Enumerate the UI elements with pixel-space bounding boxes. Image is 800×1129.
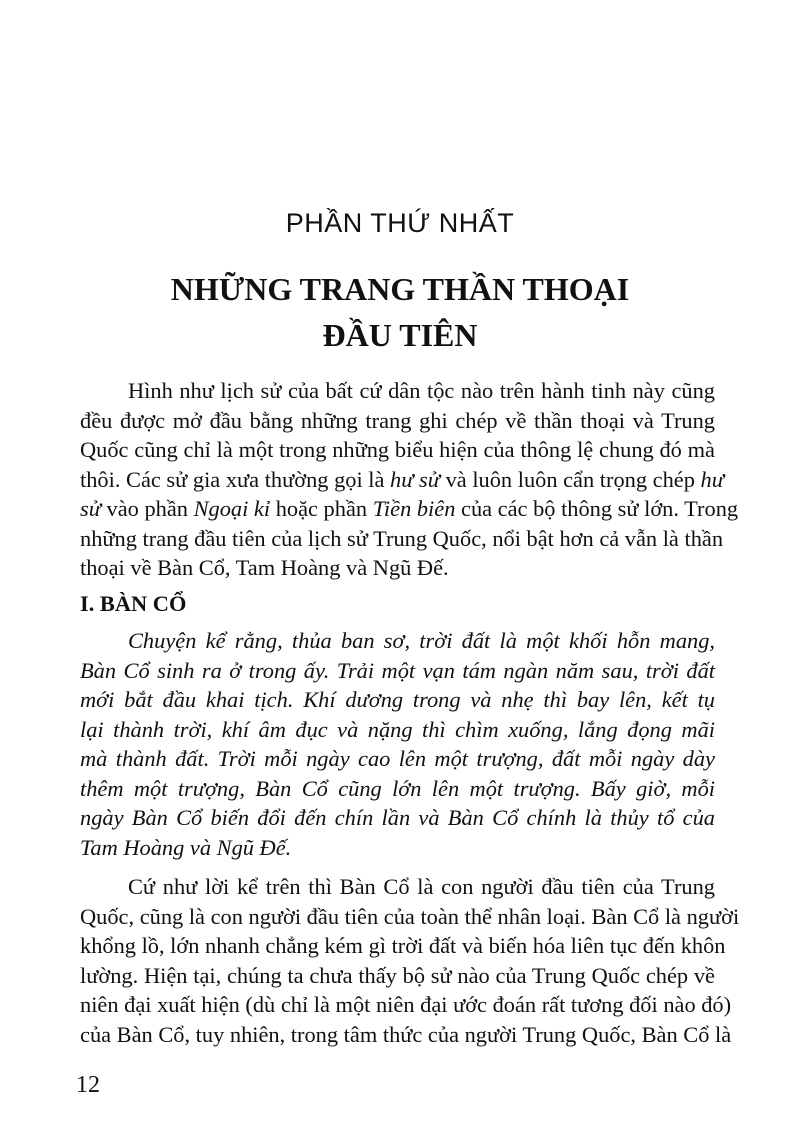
paragraph-line: đều được mở đầu bằng những trang ghi chép về thần thoại và Trung [80,407,715,433]
commentary-paragraph [80,872,740,1049]
text-run: hoặc phần [270,496,373,521]
part-label: PHẦN THỨ NHẤT [285,208,515,238]
chapter-title-line-2: ĐẦU TIÊN [322,317,478,353]
text-run: của các bộ thông sử lớn. Trong [455,496,739,521]
quote-line: Bàn Cổ sinh ra ở trong ấy. Trải một vạn tám ngàn năm sau, trời đất [80,657,715,683]
paragraph-line: Quốc, cũng là con người đầu tiên của toàn thể nhân loại. Bàn Cổ là người [80,903,740,929]
italic-term: Tiền biên [372,496,456,521]
quote-line: Tam Hoàng và Ngũ Đế. [80,834,292,860]
paragraph-line: lường. Hiện tại, chúng ta chưa thấy bộ sử nào của Trung Quốc chép về [80,962,715,988]
paragraph-line: Quốc cũng chỉ là một trong những biểu hiện của thông lệ chung đó mà [80,437,715,462]
text-run: và luôn luôn cẩn trọng chép [439,466,701,492]
chapter-title-line-1: NHỮNG TRANG THẦN THOẠI [170,271,630,307]
quote-line: lại thành trời, khí âm đục và nặng thì chìm xuống, lắng đọng mãi [80,716,715,742]
quote-line: Chuyện kể rằng, thủa ban sơ, trời đất là một khối hỗn mang, [128,628,715,653]
italic-term: Ngoại kỉ [193,496,271,521]
intro-paragraph [80,376,739,583]
paragraph-line: thoại về Bàn Cổ, Tam Hoàng và Ngũ Đế. [80,555,449,580]
quote-line: mới bắt đầu khai tịch. Khí dương trong và nhẹ thì bay lên, kết tụ [80,687,715,712]
paragraph-line: Hình như lịch sử của bất cứ dân tộc nào trên hành tinh này cũng [128,378,715,403]
paragraph-line: niên đại xuất hiện (dù chỉ là một niên đại ước đoán rất tương đối nào đó) [80,992,732,1017]
italic-term: hư [700,466,724,492]
paragraph-line [80,465,724,495]
italic-term: hư sử [390,466,440,492]
quote-line: thêm một trượng, Bàn Cổ cũng lớn lên một trượng. Bấy giờ, mỗi [80,775,715,801]
paragraph-line [80,494,739,524]
section-heading: I. BÀN CỔ [80,591,187,616]
quote-line: ngày Bàn Cổ biến đổi đến chín lần và Bàn Cổ chính là thủy tổ của [80,805,715,830]
paragraph-line: của Bàn Cổ, tuy nhiên, trong tâm thức của người Trung Quốc, Bàn Cổ là [80,1021,732,1047]
paragraph-line: khổng lồ, lớn nhanh chẳng kém gì trời đất và biến hóa liên tục đến khôn [80,933,726,958]
text-run: thôi. Các sử gia xưa thường gọi là [80,466,391,492]
text-run: vào phần [100,496,194,521]
myth-quote [80,626,715,862]
page-number: 12 [76,1072,100,1098]
paragraph-line: Cứ như lời kể trên thì Bàn Cổ là con người đầu tiên của Trung [128,874,715,899]
chapter-title [0,266,800,358]
paragraph-line: những trang đầu tiên của lịch sử Trung Quốc, nổi bật hơn cả vẫn là thần [80,525,724,551]
italic-term: sử [80,496,101,521]
quote-line: mà thành đất. Trời mỗi ngày cao lên một trượng, đất mỗi ngày dày [80,746,715,771]
